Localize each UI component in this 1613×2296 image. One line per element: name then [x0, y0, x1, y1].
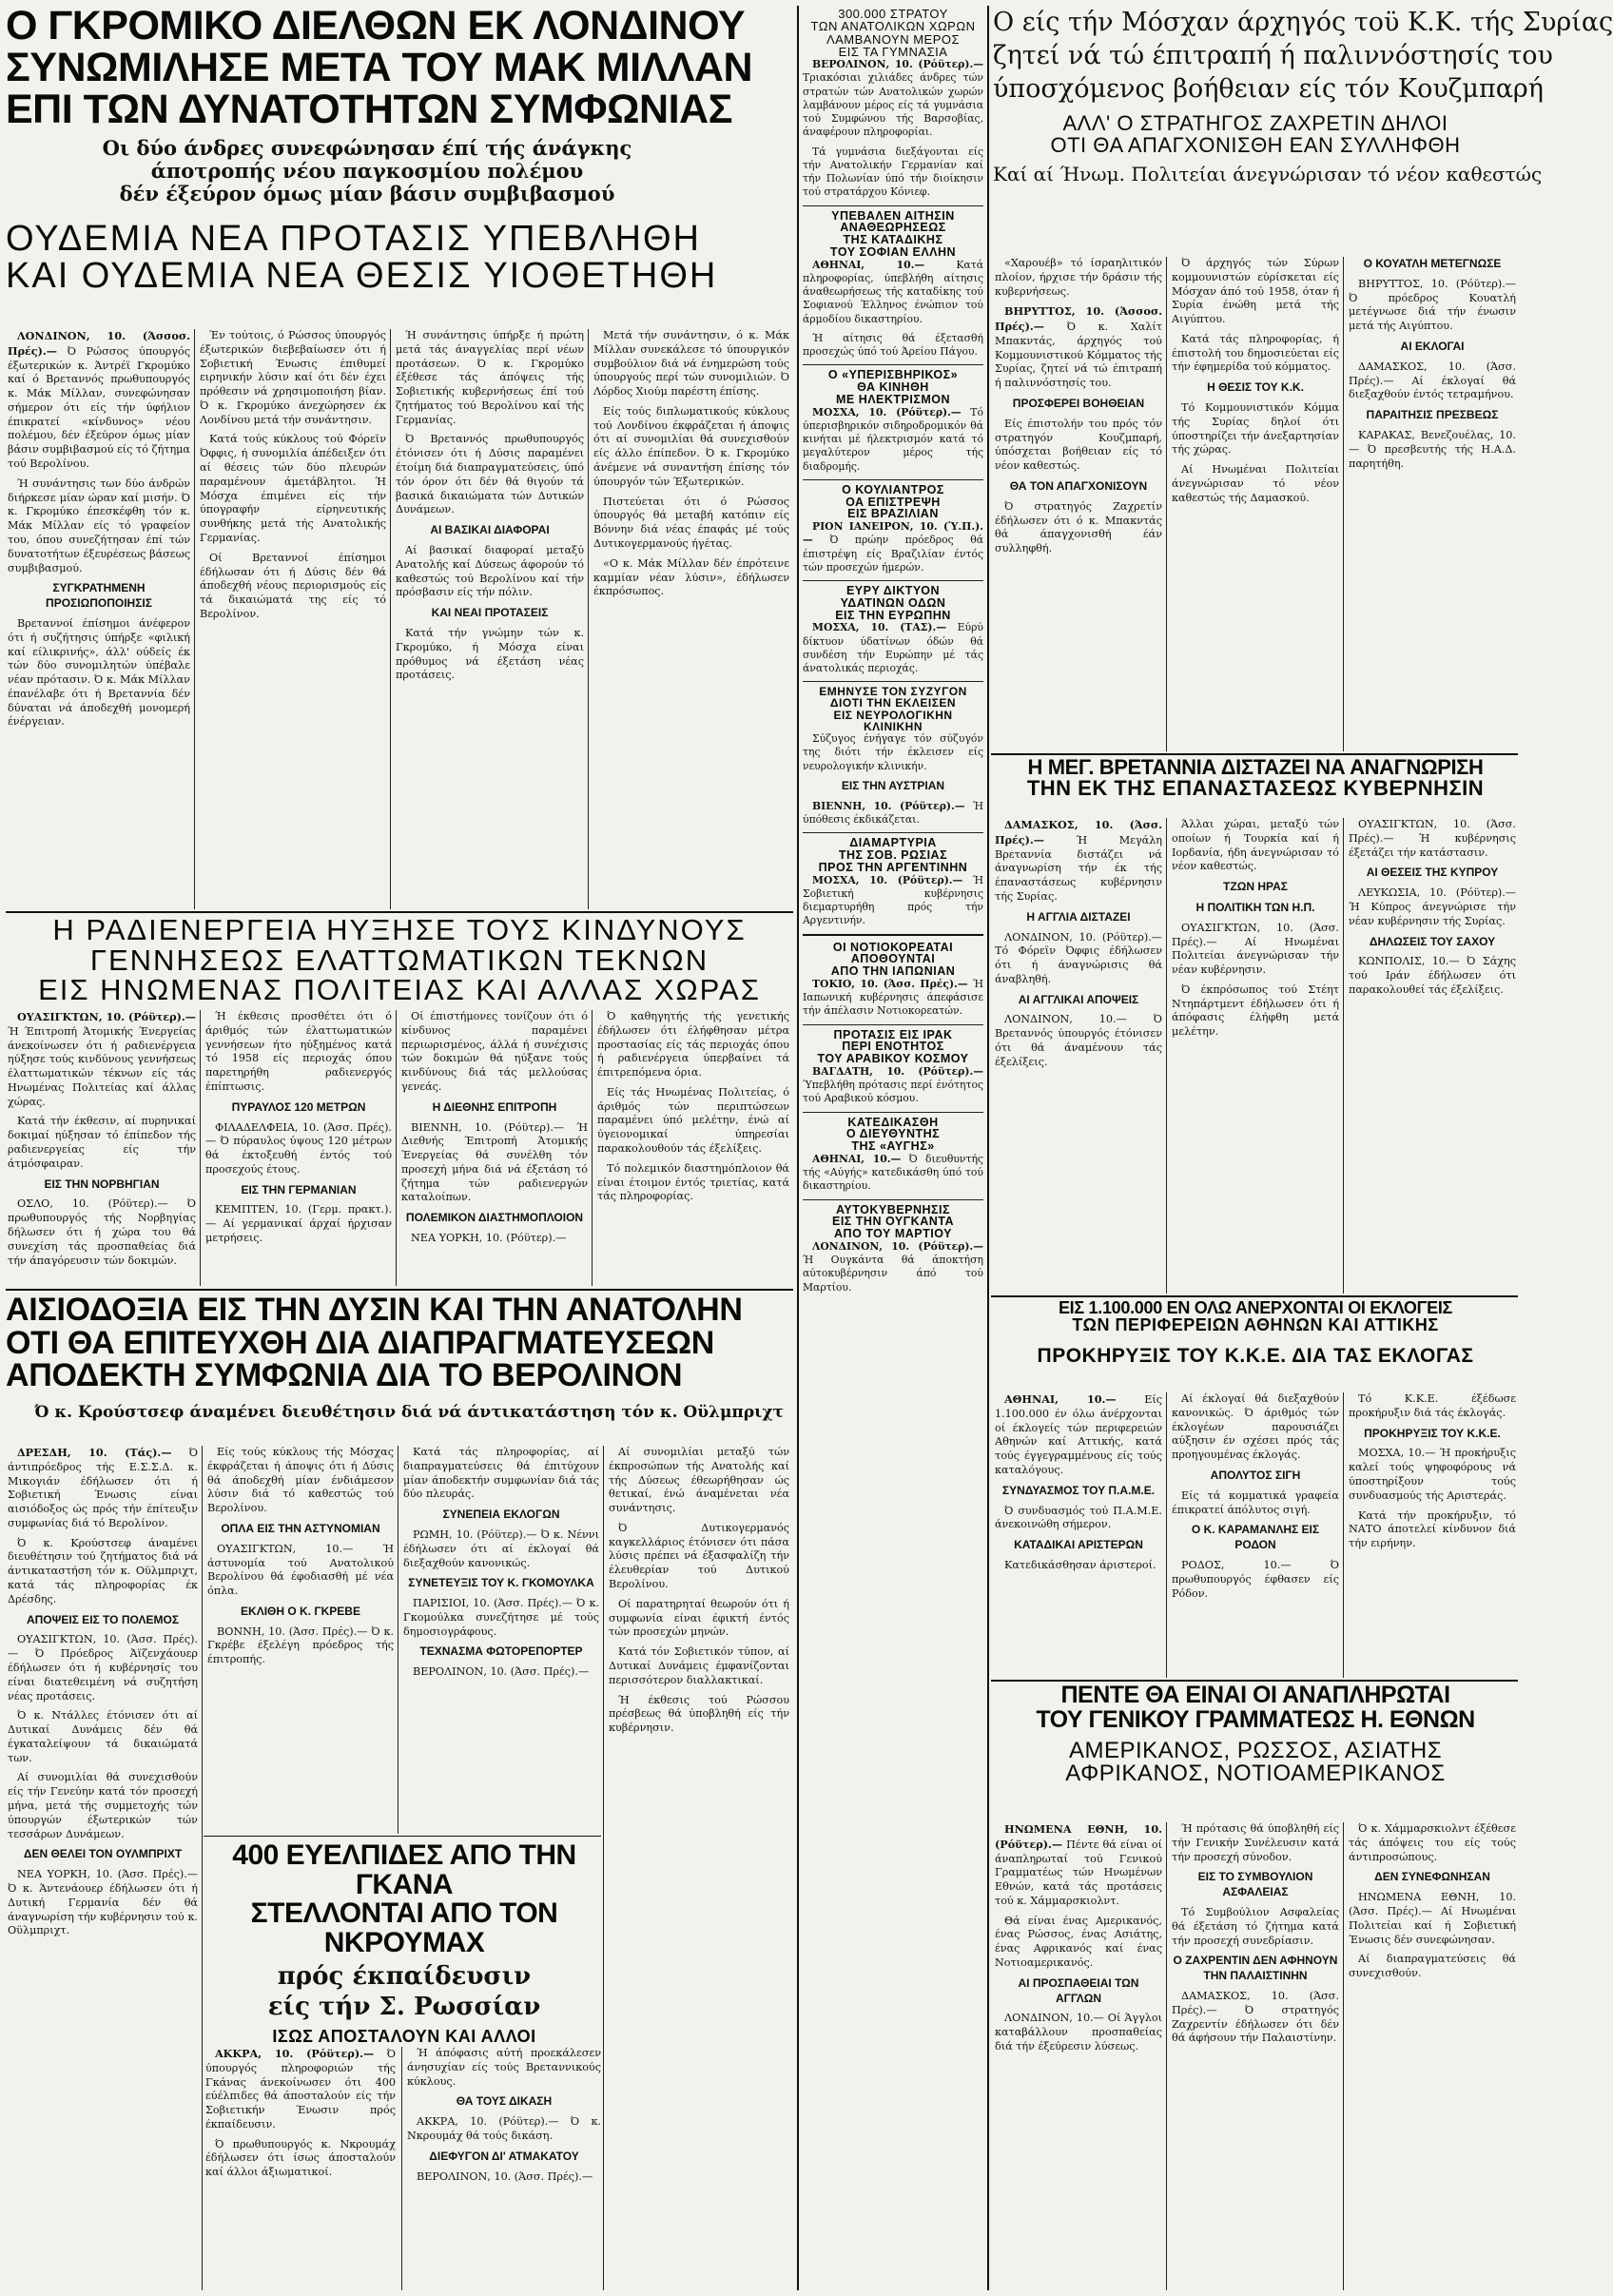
dateline-athens-2: ΑΘΗΝΑΙ, 10.— — [812, 1152, 902, 1165]
section-head: ΑΙ ΠΡΟΣΠΑΘΕΙΑΙ ΤΩΝ ΑΓΓΛΩΝ — [1018, 1975, 1139, 2005]
subhead-un-2: ΑΦΡΙΚΑΝΟΣ, ΝΟΤΙΟΑΜΕΡΙΚΑΝΟΣ — [1065, 1761, 1446, 1787]
syria-col-3: Ο ΚΟΥΑΤΛΗ ΜΕΤΕΓΝΩΣΕ ΒΗΡΥΤΤΟΣ, 10. (Ρόϋτερ).— Ό πρόεδρος Κουατλή μετέγνωσε διά τήν ένωσιν μετά τής Αιγύπτου. ΑΙ ΕΚΛΟΓΑΙ ΔΑΜΑΣΚΟΣ, 10. (Άσσ. Πρές).— Αί έκλογαί θά διεξαχθούν έντός τετραμήνου. ΠΑΡΑΙΤΗΣΙΣ ΠΡΕΣΒΕΩΣ ΚΑΡΑΚΑΣ, Βενεζουέλας, 10.— Ό πρεσβευτής τής Η.Α.Δ. παρητήθη. — [1349, 257, 1516, 470]
radio-col-1: ΟΥΑΣΙΓΚΤΩΝ, 10. (Ρόϋτερ).— Ή Έπιτροπή Άτομικής Ένεργείας άνεκοίνωσεν ότι ή ραδιενέργεια ηύξησε τούς κινδύνους γεννήσεως έλαττωματικών τέκνων είς τάς Ηνωμένας Πολιτείας καί άλλας χώρας. Κατά τήν έκθεσιν, αί πυρηνικαί δοκιμαί ηύξησαν τό έπίπεδον τής ραδιενεργείας είς τήν άτμόσφαιραν. ΕΙΣ ΤΗΝ ΝΟΡΒΗΓΙΑΝ ΟΣΛΟ, 10. (Ρόϋτερ).— Ό πρωθυπουργός τής Νορβηγίας δήλωσεν ότι ή χώρα του θά συνεχίση τάς προσπαθείας διά τήν άπαγόρευσιν τών δοκιμών. — [8, 1010, 196, 1267]
berlin-col-2: Είς τούς κύκλους τής Μόσχας έκφράζεται ή άποψις ότι ή Δύσις θά άποδεχθή μίαν ένδιάμεσον λύσιν διά τό καθεστώς τού Βερολίνου. ΟΠΛΑ ΕΙΣ ΤΗΝ ΑΣΤΥΝΟΜΙΑΝ ΟΥΑΣΙΓΚΤΩΝ, 10.— Ή άστυνομία τού Ανατολικού Βερολίνου θά έφοδιασθή μέ νέα όπλα. ΕΚΛΙΘΗ Ο Κ. ΓΚΡΕΒΕ ΒΟΝΝΗ, 10. (Άσσ. Πρές).— Ό κ. Γκρέβε έξελέγη πρόεδρος τής έπιτροπής. — [207, 1446, 394, 1666]
section-head: ΣΥΝΕΤΕΥΞΙΣ ΤΟΥ Κ. ΓΚΟΜΟΥΛΚΑ — [408, 1576, 594, 1590]
section-head: ΠΑΡΑΙΤΗΣΙΣ ΠΡΕΣΒΕΩΣ — [1366, 408, 1499, 422]
article-berlin — [6, 1294, 793, 1442]
section-head: ΕΙΣ ΤΟ ΣΥΜΒΟΥΛΙΟΝ ΑΣΦΑΛΕΙΑΣ — [1197, 1870, 1313, 1899]
section-head: ΕΙΣ ΤΗΝ ΓΕΡΜΑΝΙΑΝ — [241, 1182, 357, 1197]
headline-sofianos-2: ΑΝΑΘΕΩΡΗΣΕΩΣ — [840, 221, 946, 235]
uk-col-2: Άλλαι χώραι, μεταξύ τών οποίων ή Τουρκία καί ή Ιορδανία, ήδη άνεγνώρισαν τό νέον καθεστώς. ΤΖΩΝ ΗΡΑΣ Η ΠΟΛΙΤΙΚΗ ΤΩΝ Η.Π. ΟΥΑΣΙΓΚΤΩΝ, 10. (Άσσ. Πρές).— Αί Ηνωμέναι Πολιτείαι άνεγνώρισαν τήν νέαν κυβέρνησιν. Ό έκπρόσωπος τού Στέητ Ντηπάρτμεντ έδήλωσεν ότι ή άπόφασις έλήφθη μετά μελέτην. — [1172, 818, 1339, 1039]
dateline-dresden: ΔΡΕΣΔΗ, 10. (Τάς).— — [17, 1446, 172, 1459]
berlin-col-1: ΔΡΕΣΔΗ, 10. (Τάς).— Ό άντιπρόεδρος τής Ε.Σ.Σ.Δ. κ. Μικογιάν έδήλωσεν ότι ή Σοβιετική Ένωσις είναι αισιόδοξος ώς πρός τήν έπίτευξιν συμφωνίας διά τό Βερολίνον. Ό κ. Κρούστσεφ άναμένει διευθέτησιν τού ζητήματος διά νά άντικαταστήση τόν κ. Οϋλμπριχτ, κατά τάς πληροφορίας έκ Δρέσδης. ΑΠΟΨΕΙΣ ΕΙΣ ΤΟ ΠΟΛΕΜΟΣ ΟΥΑΣΙΓΚΤΩΝ, 10. (Άσσ. Πρές).— Ό Πρόεδρος Άϊζενχάουερ έδήλωσεν ότι ή κυβέρνησίς του είναι διατεθειμένη νά συζητήση νέας προτάσεις. Ό κ. Ντάλλες έτόνισεν ότι αί Δυτικαί Δυνάμεις δέν θά έγκαταλείψουν τά δικαιώματά των. Αί συνομιλίαι θά συνεχισθούν είς τήν Γενεύην κατά τόν προσεχή μήνα, μετά τής συμμετοχής τών ύπουργών έξωτερικών τών τεσσάρων Δυνάμεων. ΔΕΝ ΘΕΛΕΙ ΤΟΝ ΟΥΛΜΠΡΙΧΤ ΝΕΑ ΥΟΡΚΗ, 10. (Άσσ. Πρές).— Ό κ. Άντενάουερ έδήλωσεν ότι ή Δυτική Γερμανία δέν θά άναγνωρίση τήν κυβέρνησιν τού κ. Οϋλμπριχτ. — [8, 1446, 199, 1937]
headline-sofianos-3: ΤΗΣ ΚΑΤΑΔΙΚΗΣ — [843, 233, 943, 246]
subhead-ghana-3: ΙΣΩΣ ΑΠΟΣΤΑΛΟΥΝ ΚΑΙ ΑΛΛΟΙ — [272, 2027, 536, 2047]
berlin-col-3: Κατά τάς πληροφορίας, αί διαπραγματεύσεις θά έπιτύχουν μίαν άποδεκτήν συμφωνίαν διά τάς δύο πλευράς. ΣΥΝΕΠΕΙΑ ΕΚΛΟΓΩΝ ΡΩΜΗ, 10. (Ρόϋτερ).— Ό κ. Νέννι έδήλωσεν ότι αί έκλογαί θά διεξαχθούν κανονικώς. ΣΥΝΕΤΕΥΞΙΣ ΤΟΥ Κ. ΓΚΟΜΟΥΛΚΑ ΠΑΡΙΣΙΟΙ, 10. (Άσσ. Πρές).— Ό κ. Γκομούλκα συνεζήτησε μέ τούς δημοσιογράφους. ΤΕΧΝΑΣΜΑ ΦΩΤΟΡΕΠΟΡΤΕΡ ΒΕΡΟΛΙΝΟΝ, 10. (Άσσ. Πρές).— — [403, 1446, 599, 1679]
gromyko-col-2: Έν τούτοις, ό Ρώσσος ύπουργός έξωτερικών διεβεβαίωσεν ότι ή Σοβιετική Ένωσις έπιθυμεί ειρηνικήν λύσιν καί ότι δέν έχει πρόθεσιν νά χρησιμοποιήση βίαν. Ό κ. Γκρομύκο άνεχώρησεν έκ Λονδίνου μετά τήν συνάντησιν. Κατά τούς κύκλους τού Φόρεϊν Όφφις, ή συνομιλία άπέδειξεν ότι αί θέσεις τών δύο πλευρών παραμένουν άμετάβλητοι. Ή Μόσχα έπιμένει είς τήν ύπογραφήν είρηνευτικής συνθήκης μετά τής Ανατολικής Γερμανίας. Οί Βρεταννοί έπίσημοι έδήλωσαν ότι ή Δύσις δέν θά άποδεχθή νέους περιορισμούς είς τά δικαιώματά της είς τό Βερολίνον. — [200, 329, 386, 620]
dateline-washington: ΟΥΑΣΙΓΚΤΩΝ, 10. (Ρόϋτερ).— — [17, 1010, 196, 1023]
headline-elections-2: ΤΩΝ ΠΕΡΙΦΕΡΕΙΩΝ ΑΘΗΝΩΝ ΚΑΙ ΑΤΤΙΚΗΣ — [1072, 1315, 1439, 1335]
headline-uk-2: ΤΗΝ ΕΚ ΤΗΣ ΕΠΑΝΑΣΤΑΣΕΩΣ ΚΥΒΕΡΝΗΣΙΝ — [1026, 776, 1485, 801]
subhead-gromyko-1: Οι δύο άνδρες συνεφώνησαν έπί τής άνάγκης — [102, 135, 632, 160]
headline-clinic-3: ΕΙΣ ΝΕΥΡΟΛΟΓΙΚΗΝ ΚΛΙΝΙΚΗΝ — [833, 708, 953, 733]
article-ghana — [205, 1841, 603, 2290]
dateline-london: ΛΟΝΔΙΝΟΝ, 10. (Άσσοσ. Πρές).— — [8, 329, 190, 358]
headline-radio-1: Η ΡΑΔΙΕΝΕΡΓΕΙΑ ΗΥΞΗΣΕ ΤΟΥΣ ΚΙΝΔΥΝΟΥΣ — [52, 913, 747, 946]
headline-army-2: ΤΩΝ ΑΝΑΤΟΛΙΚΩΝ ΧΩΡΩΝ — [810, 19, 976, 34]
headline-radio-3: ΕΙΣ ΗΝΩΜΕΝΑΣ ΠΟΛΙΤΕΙΑΣ ΚΑΙ ΑΛΛΑΣ ΧΩΡΑΣ — [38, 973, 761, 1007]
radio-col-2: Ή έκθεσις προσθέτει ότι ό άριθμός τών έλαττωματικών γεννήσεων ήτο ηύξημένος κατά τό 1958 είς περιοχάς όπου παρετηρήθη ραδιενεργός έπίπτωσις. ΠΥΡΑΥΛΟΣ 120 ΜΕΤΡΩΝ ΦΙΛΑΔΕΛΦΕΙΑ, 10. (Άσσ. Πρές).— Ό πύραυλος ύψους 120 μέτρων θά έκτοξευθή έντός τού προσεχούς έτους. ΕΙΣ ΤΗΝ ΓΕΡΜΑΝΙΑΝ ΚΕΜΠΤΕΝ, 10. (Γερμ. πρακτ.).— Αί γερμανικαί άρχαί ήρχισαν μετρήσεις. — [205, 1010, 392, 1245]
section-head: ΚΑΙ ΝΕΑΙ ΠΡΟΤΑΣΕΙΣ — [431, 606, 549, 620]
section-head: ΠΟΛΕΜΙΚΟΝ ΔΙΑΣΤΗΜΟΠΛΟΙΟΝ — [405, 1211, 584, 1225]
section-head: Η ΠΟΛΙΤΙΚΗ ΤΩΝ Η.Π. — [1195, 900, 1315, 914]
headline-iraq-3: ΤΟΥ ΑΡΑΒΙΚΟΥ ΚΟΣΜΟΥ — [817, 1052, 969, 1066]
dateline-accra: ΑΚΚΡΑ, 10. (Ρόϋτερ).— — [215, 2047, 375, 2060]
syria-col-2: Ό άρχηγός τών Σύρων κομμουνιστών εύρίσκεται είς Μόσχαν άπό τού 1958, όταν ή Συρία ένώθη μετά τής Αιγύπτου. Κατά τάς πληροφορίας, ή έπιστολή του δημοσιεύεται είς τήν έφημερίδα τού κόμματος. Η ΘΕΣΙΣ ΤΟΥ Κ.Κ. Τό Κομμουνιστικόν Κόμμα τής Συρίας δηλοί ότι ύποστηρίζει τήν άνεξαρτησίαν τής χώρας. Αί Ηνωμέναι Πολιτείαι άνεγνώρισαν τό νέον καθεστώς τής Δαμασκού. — [1172, 257, 1339, 504]
headline-ghana-2: ΣΤΕΛΛΟΝΤΑΙ ΑΠΟ ΤΟΝ ΝΚΡΟΥΜΑΧ — [250, 1897, 558, 1958]
subhead-gromyko-3: δέν έξεύρον όμως μίαν βάσιν συμβιβασμού — [119, 181, 615, 205]
section-head: ΘΑ ΤΟΥΣ ΔΙΚΑΣΗ — [456, 2094, 553, 2109]
section-head: ΑΙ ΘΕΣΕΙΣ ΤΗΣ ΚΥΠΡΟΥ — [1366, 866, 1499, 880]
gromyko-col-4: Μετά τήν συνάντησιν, ό κ. Μάκ Μίλλαν συνεκάλεσε τό ύπουργικόν συμβούλιον διά νά ένημερώση τούς ύπουργούς περί τών συνομιλιών. Ό Λόρδος Χιούμ παρέστη έπίσης. Είς τούς διπλωματικούς κύκλους τού Λονδίνου έκφράζεται ή άποψις ότι αί συνομιλίαι θά συνεχισθούν είς άλλο έπίπεδον. Ό κ. Γκρομύκο άνέμενε νά συναντήση έπίσης τόν ύπουργόν τών Έξωτερικών. Πιστεύεται ότι ό Ρώσσος ύπουργός θά μεταβή κατόπιν είς Βόννην διά νέας έπαφάς μέ τούς Δυτικογερμανούς ήγέτας. «Ο κ. Μάκ Μίλλαν δέν έπρότεινε καμμίαν νέαν λύσιν», έδήλωσεν έκπρόσωπος. — [593, 329, 789, 598]
dateline-moscow-1: ΜΟΣΧΑ, 10. (Ρόϋτερ).— — [812, 405, 962, 418]
un-col-2: Ή πρότασις θά ύποβληθή είς τήν Γενικήν Συνέλευσιν κατά τήν προσεχή σύνοδον. ΕΙΣ ΤΟ ΣΥΜΒΟΥΛΙΟΝ ΑΣΦΑΛΕΙΑΣ Τό Συμβούλιον Ασφαλείας θά έξετάση τό ζήτημα κατά τήν προσεχή συνεδρίασιν. Ο ΖΑΧΡΕΝΤΙΝ ΔΕΝ ΑΦΗΝΟΥΝ ΤΗΝ ΠΑΛΑΙΣΤΙΝΗΝ ΔΑΜΑΣΚΟΣ, 10. (Άσσ. Πρές).— Ό στρατηγός Ζαχρεντίν έδήλωσεν ότι δέν θά άφήσουν τήν Παλαιστίνην. — [1172, 1822, 1339, 2045]
subhead-ghana-1: πρός έκπαίδευσιν — [277, 1962, 532, 1992]
subhead-berlin: Ό κ. Κρούστσεφ άναμένει διευθέτησιν διά νά άντικατάστηση τόν κ. Οϋλμπριχτ — [34, 1403, 784, 1423]
headline-waterways-1: ΕΥΡΥ ΔΙΚΤΥΟΝ — [845, 584, 941, 597]
headline-waterways-3: ΕΙΣ ΤΗΝ ΕΥΡΩΠΗΝ — [835, 608, 951, 622]
headline-uk-1: Η ΜΕΓ. ΒΡΕΤΑΝΝΙΑ ΔΙΣΤΑΖΕΙ ΝΑ ΑΝΑΓΝΩΡΙΣΗ — [1027, 755, 1484, 779]
article-syria — [993, 8, 1613, 253]
section-head: ΑΙ ΒΑΣΙΚΑΙ ΔΙΑΦΟΡΑΙ — [430, 523, 550, 537]
gromyko-col-1: ΛΟΝΔΙΝΟΝ, 10. (Άσσοσ. Πρές).— Ό Ρώσσος ύπουργός έξωτερικών κ. Άντρέϊ Γκρομύκο καί ό Βρεταννός πρωθυπουργός κ. Μάκ Μίλλαν, συνεφώνησαν σήμερον ότι είς τήν ύφήλιον έπικρατεί «κίνδυνος» νέου πολέμου, δέν έξεύρον όμως μίαν βάσιν συμβιβασμού είς τό ζήτημα τού Βερολίνου. Ή συνάντησις των δύο άνδρών διήρκεσε μίαν ώραν καί μισήν. Ό κ. Γκρομύκο έπεσκέφθη τόν κ. Μάκ Μίλλαν είς τό γραφείον του, όπου συνεζήτησαν έπί τών δυνατοτήτων έξευρέσεως βάσεως συμβιβασμού. ΣΥΓΚΡΑΤΗΜΕΝΗ ΠΡΟΣΙΩΠΟΠΟΙΗΣΙΣ Βρεταννοί έπίσημοι άνέφερον ότι ή συζήτησις ύπήρξε «φιλική καί είλικρινής», άλλ' ούδείς έκ τών δύο συνομιλητών ύπέβαλε νέαν πρότασιν. Ό κ. Μάκ Μίλλαν έπανέλαβε ότι ή Βρεταννία δέν δύναται νά άποδεχθή μονομερή ένέργειαν. — [8, 329, 190, 729]
dateline-un: ΗΝΩΜΕΝΑ ΕΘΝΗ, 10. (Ρόϋτερ).— — [995, 1822, 1162, 1851]
dateline-london-2: ΛΟΝΔΙΝΟΝ, 10. (Ρόϋτερ).— — [812, 1239, 983, 1253]
center-column: 300.000 ΣΤΡΑΤΟΥ ΤΩΝ ΑΝΑΤΟΛΙΚΩΝ ΧΩΡΩΝ ΛΑΜΒΑΝΟΥΝ ΜΕΡΟΣ ΕΙΣ ΤΑ ΓΥΜΝΑΣΙΑ ΒΕΡΟΛΙΝΟΝ, 10. (Ρόϋτερ).— Τριακόσιαι χιλιάδες άνδρες τών στρατών τών Ανατολικών χωρών λαμβάνουν μέρος είς τά γυμνάσια τού Συμφώνου τής Βαρσοβίας, άναφέρουν πληροφορίαι. Τά γυμνάσια διεξάγονται είς τήν Ανατολικήν Γερμανίαν καί τήν Πολωνίαν ύπό τήν διοίκησιν τού στρατάρχου Κόνιεφ. ΥΠΕΒΑΛΕΝ ΑΙΤΗΣΙΝ ΑΝΑΘΕΩΡΗΣΕΩΣ ΤΗΣ ΚΑΤΑΔΙΚΗΣ ΤΟΥ ΣΟΦΙΑΝ ΕΛΛΗΝ ΑΘΗΝΑΙ, 10.— Κατά πληροφορίας, ύπεβλήθη αίτησις άναθεωρήσεως τής καταδίκης τού Σοφιανού Έλληνος ένώπιον τού άρμοδίου δικαστηρίου. Ή αίτησις θά έξετασθή προσεχώς ύπό τού Άρείου Πάγου. Ο «ΥΠΕΡΙΣΒΗΡΙΚΟΣ» ΘΑ ΚΙΝΗΘΗ ΜΕ ΗΛΕΚΤΡΙΣΜΟΝ ΜΟΣΧΑ, 10. (Ρόϋτερ).— Τό ύπερισβηρικόν σιδηροδρομικόν θά κινήται μέ ήλεκτρισμόν κατά τό μεγαλύτερον μέρος τής διαδρομής. Ο ΚΟΥΛΙΑΝΤΡΟΣ ΟΑ ΕΠΙΣΤΡΕΨΗ ΕΙΣ ΒΡΑΖΙΛΙΑΝ ΡΙΟΝ ΙΑΝΕΙΡΟΝ, 10. (Ύ.Π.).— Ό πρώην πρόεδρος θά έπιστρέψη είς Βραζιλίαν έντός τών προσεχών ήμερών. ΕΥΡΥ ΔΙΚΤΥΟΝ ΥΔΑΤΙΝΩΝ ΟΔΩΝ ΕΙΣ ΤΗΝ ΕΥΡΩΠΗΝ ΜΟΣΧΑ, 10. (ΤΑΣ).— Εύρύ δίκτυον ύδατίνων όδών θά συνδέση τήν Ευρώπην μέ τάς άνατολικάς περιοχάς. ΕΜΗΝΥΣΕ ΤΟΝ ΣΥΖΥΓΟΝ ΔΙΟΤΙ ΤΗΝ ΕΚΛΕΙΣΕΝ ΕΙΣ ΝΕΥΡΟΛΟΓΙΚΗΝ ΚΛΙΝΙΚΗΝ Σύζυγος ένήγαγε τόν σύζυγόν της διότι τήν έκλεισεν είς νευρολογικήν κλινικήν. ΕΙΣ ΤΗΝ ΑΥΣΤΡΙΑΝ ΒΙΕΝΝΗ, 10. (Ρόϋτερ).— Ή ύπόθεσις έκδικάζεται. ΔΙΑΜΑΡΤΥΡΙΑ ΤΗΣ ΣΟΒ. ΡΩΣΙΑΣ ΠΡΟΣ ΤΗΝ ΑΡΓΕΝΤΙΝΗΝ ΜΟΣΧΑ, 10. (Ρόϋτερ).— Ή Σοβιετική κυβέρνησις διεμαρτυρήθη πρός τήν Αργεντινήν. ΟΙ ΝΟΤΙΟΚΟΡΕΑΤΑΙ ΑΠΟΘΟΥΝΤΑΙ ΑΠΟ ΤΗΝ ΙΑΠΩΝΙΑΝ ΤΟΚΙΟ, 10. (Άσσ. Πρές).— Ή Ιαπωνική κυβέρνησις άπεφάσισε τήν άπέλασιν Νοτιοκορεατών. ΠΡΟΤΑΣΙΣ ΕΙΣ ΙΡΑΚ ΠΕΡΙ ΕΝΟΤΗΤΟΣ ΤΟΥ ΑΡΑΒΙΚΟΥ ΚΟΣΜΟΥ ΒΑΓΔΑΤΗ, 10. (Ρόϋτερ).— Ύπεβλήθη πρότασις περί ένότητος τού Αραβικού κόσμου. ΚΑΤΕΔΙΚΑΣΘΗ Ο ΔΙΕΥΘΥΝΤΗΣ ΤΗΣ «ΑΥΓΗΣ» ΑΘΗΝΑΙ, 10.— Ό διευθυντής τής «Αύγής» κατεδικάσθη ύπό τού δικαστηρίου. ΑΥΤΟΚΥΒΕΡΝΗΣΙΣ ΕΙΣ ΤΗΝ ΟΥΓΚΑΝΤΑ ΑΠΟ ΤΟΥ ΜΑΡΤΙΟΥ ΛΟΝΔΙΝΟΝ, 10. (Ρόϋτερ).— Ή Ουγκάντα θά άποκτήση αύτοκυβέρνησιν άπό τού Μαρτίου. — [803, 7, 983, 1294]
headline-gromyko-1: Ο ΓΚΡΟΜΙΚΟ ΔΙΕΛΘΩΝ ΕΚ ΛΟΝΔΙΝΟΥ — [6, 3, 745, 49]
subhead-syria-2: ΟΤΙ ΘΑ ΑΠΑΓΧΟΝΙΣΘΗ ΕΑΝ ΣΥΛΛΗΦΘΗ — [1050, 132, 1461, 157]
headline-no-proposal-2: ΚΑΙ ΟΥΔΕΜΙΑ ΝΕΑ ΘΕΣΙΣ ΥΙΟΘΕΤΗΘΗ — [6, 255, 718, 296]
subhead-syria-1: ΑΛΛ' Ο ΣΤΡΑΤΗΓΟΣ ΖΑΧΡΕΤΙΝ ΔΗΛΟΙ — [1062, 111, 1448, 136]
elections-col-3: Τό Κ.Κ.Ε. έξέδωσε προκήρυξιν διά τάς έκλογάς. ΠΡΟΚΗΡΥΞΙΣ ΤΟΥ Κ.Κ.Ε. ΜΟΣΧΑ, 10.— Ή προκήρυξις καλεί τούς ψηφοφόρους νά ύποστηρίξουν τούς συνδυασμούς τής Αριστεράς. Κατά τήν προκήρυξιν, τό ΝΑΤΟ άποτελεί κίνδυνον διά τήν ειρήνην. — [1349, 1392, 1516, 1550]
section-head: ΑΠΟΛΥΤΟΣ ΣΙΓΗ — [1210, 1468, 1301, 1482]
section-head: ΣΥΝΔΥΑΣΜΟΣ ΤΟΥ Π.Α.Μ.Ε. — [1001, 1483, 1156, 1497]
dateline-athens-1: ΑΘΗΝΑΙ, 10.— — [812, 258, 925, 271]
section-head: ΔΕΝ ΣΥΝΕΦΩΝΗΣΑΝ — [1374, 1870, 1490, 1884]
syria-col-1: «Χαρουέβ» τό ίσραηλιτικόν πλοίον, ήρχισε τήν δράσιν τής κυβερνήσεως. ΒΗΡΥΤΤΟΣ, 10. (Άσσοσ. Πρές).— Ό κ. Χαλίτ Μπακντάς, άρχηγός τού Κομμουνιστικού Κόμματος τής Συρίας, ζητεί νά τώ έπιτραπή ή παλιννόστησίς του. ΠΡΟΣΦΕΡΕΙ ΒΟΗΘΕΙΑΝ Είς έπιστολήν του πρός τόν στρατηγόν Κουζμπαρή, ύπόσχεται βοήθειαν είς τό νέον καθεστώς. ΘΑ ΤΟΝ ΑΠΑΓΧΟΝΙΣΟΥΝ Ό στρατηγός Ζαχρετίν έδήλωσεν ότι ό κ. Μπακντάς θά άπαγχονισθή έάν συλληφθή. — [995, 257, 1162, 555]
headline-brazil-3: ΕΙΣ ΒΡΑΖΙΛΙΑΝ — [847, 507, 939, 521]
headline-waterways-2: ΥΔΑΤΙΝΩΝ ΟΔΩΝ — [840, 595, 946, 610]
headline-syria-2: ζητεί νά τώ έπιτραπή ή παλιννόστησίς του — [993, 41, 1553, 71]
headline-berlin-3: ΑΠΟΔΕΚΤΗ ΣΥΜΦΩΝΙΑ ΔΙΑ ΤΟ ΒΕΡΟΛΙΝΟΝ — [6, 1357, 683, 1394]
un-col-3: Ό κ. Χάμμαρσκιολντ έξέθεσε τάς άπόψεις του είς τούς άντιπροσώπους. ΔΕΝ ΣΥΝΕΦΩΝΗΣΑΝ ΗΝΩΜΕΝΑ ΕΘΝΗ, 10. (Άσσ. Πρές).— Αί Ηνωμέναι Πολιτείαι καί ή Σοβιετική Ένωσις δέν συνεφώνησαν. Αί διαπραγματεύσεις θά συνεχισθούν. — [1349, 1822, 1516, 1980]
section-head: ΣΥΓΚΡΑΤΗΜΕΝΗ ΠΡΟΣΙΩΠΟΠΟΙΗΣΙΣ — [46, 581, 152, 611]
headline-avgi-2: Ο ΔΙΕΥΘΥΝΤΗΣ — [845, 1127, 941, 1141]
subhead-ghana-2: είς τήν Σ. Ρωσσίαν — [267, 1993, 541, 2022]
headline-uganda-3: ΑΠΟ ΤΟΥ ΜΑΡΤΙΟΥ — [834, 1227, 952, 1241]
un-col-1: ΗΝΩΜΕΝΑ ΕΘΝΗ, 10. (Ρόϋτερ).— Πέντε θά είναι οί άναπληρωταί τού Γενικού Γραμματέως τών Ηνωμένων Εθνών, κατά τάς προτάσεις τού κ. Χάμμαρσκιολντ. Θά είναι ένας Αμερικανός, ένας Ρώσσος, ένας Ασιάτης, ένας Αφρικανός καί ένας Νοτιοαμερικανός. ΑΙ ΠΡΟΣΠΑΘΕΙΑΙ ΤΩΝ ΑΓΓΛΩΝ ΛΟΝΔΙΝΟΝ, 10.— Οί Άγγλοι καταβάλλουν προσπαθείας διά τήν έξεύρεσιν λύσεως. — [995, 1822, 1162, 2053]
headline-no-proposal-1: ΟΥΔΕΜΙΑ ΝΕΑ ΠΡΟΤΑΣΙΣ ΥΠΕΒΛΗΘΗ — [6, 219, 701, 259]
section-head: ΔΕΝ ΘΕΛΕΙ ΤΟΝ ΟΥΛΜΠΡΙΧΤ — [23, 1847, 183, 1861]
headline-korea-2: ΑΠΟΘΟΥΝΤΑΙ — [850, 952, 936, 966]
headline-berlin-2: ΟΤΙ ΘΑ ΕΠΙΤΕΥΧΘΗ ΔΙΑ ΔΙΑΠΡΑΓΜΑΤΕΥΣΕΩΝ — [6, 1324, 715, 1361]
article-uk-recognition — [993, 757, 1518, 814]
section-head: ΤΕΧΝΑΣΜΑ ΦΩΤΟΡΕΠΟΡΤΕΡ — [419, 1644, 583, 1659]
radio-col-4: Ό καθηγητής τής γενετικής έδήλωσεν ότι έλήφθησαν μέτρα προστασίας είς τάς περιοχάς όπου ή ραδιενέργεια ύπερβαίνει τά έπιτρεπόμενα όρια. Είς τάς Ηνωμένας Πολιτείας, ό άριθμός τών περιπτώσεων παραμένει ύπό μελέτην, ένώ αί ύγειονομικαί ύπηρεσίαι παρακολουθούν τάς έξελίξεις. Τό πολεμικόν διαστημόπλοιον θά είναι έτοιμον έντός τριετίας, κατά τάς πληροφορίας. — [597, 1010, 789, 1203]
dateline-damascus: ΔΑΜΑΣΚΟΣ, 10. (Άσσ. Πρές).— — [995, 818, 1162, 846]
dateline-moscow-2: ΜΟΣΧΑ, 10. (ΤΑΣ).— — [812, 621, 947, 634]
subhead-gromyko-2: άποτροπής νέου παγκοσμίου πολέμου — [150, 158, 584, 183]
headline-gromyko-3: ΕΠΙ ΤΩΝ ΔΥΝΑΤΟΤΗΤΩΝ ΣΥΜΦΩΝΙΑΣ — [6, 86, 732, 132]
headline-argentina-1: ΔΙΑΜΑΡΤΥΡΙΑ — [849, 836, 937, 850]
headline-radio-2: ΓΕΝΝΗΣΕΩΣ ΕΛΑΤΤΩΜΑΤΙΚΩΝ ΤΕΚΝΩΝ — [89, 943, 709, 977]
headline-express-3: ΜΕ ΗΛΕΚΤΡΙΣΜΟΝ — [835, 392, 951, 406]
headline-iraq-2: ΠΕΡΙ ΕΝΟΤΗΤΟΣ — [842, 1040, 944, 1054]
headline-ghana-1: 400 ΕΥΕΛΠΙΔΕΣ ΑΠΟ ΤΗΝ ΓΚΑΝΑ — [232, 1839, 576, 1900]
dateline-vienna: ΒΙΕΝΝΗ, 10. (Ρόϋτερ).— — [812, 799, 965, 812]
ghana-col-1: ΑΚΚΡΑ, 10. (Ρόϋτερ).— Ό ύπουργός πληροφοριών τής Γκάνας άνεκοίνωσεν ότι 400 εύέλπιδες θά άποσταλούν είς τήν Σοβιετικήν Ένωσιν πρός έκπαίδευσιν. Ό πρωθυπουργός κ. Νκρουμάχ έδήλωσεν ότι ίσως άποσταλούν καί άλλοι άξιωματικοί. — [205, 2047, 396, 2179]
section-head: ΠΡΟΚΗΡΥΞΙΣ ΤΟΥ Κ.Κ.Ε. — [1364, 1426, 1501, 1440]
headline-army-1: 300.000 ΣΤΡΑΤΟΥ — [838, 7, 948, 21]
headline-sofianos-1: ΥΠΕΒΑΛΕΝ ΑΙΤΗΣΙΝ — [831, 208, 955, 223]
headline-clinic-2: ΔΙΟΤΙ ΤΗΝ ΕΚΛΕΙΣΕΝ — [829, 696, 957, 710]
section-head: ΔΗΛΩΣΕΙΣ ΤΟΥ ΣΑΧΟΥ — [1369, 934, 1496, 948]
section-head: ΟΠΛΑ ΕΙΣ ΤΗΝ ΑΣΤΥΝΟΜΙΑΝ — [221, 1521, 380, 1535]
section-head: Ο ΖΑΧΡΕΝΤΙΝ ΔΕΝ ΑΦΗΝΟΥΝ ΤΗΝ ΠΑΛΑΙΣΤΙΝΗΝ — [1173, 1954, 1338, 1983]
dateline-baghdad: ΒΑΓΔΑΤΗ, 10. (Ρόϋτερ).— — [812, 1064, 983, 1078]
headline-army-3: ΛΑΜΒΑΝΟΥΝ ΜΕΡΟΣ — [826, 31, 961, 47]
dateline-moscow-3: ΜΟΣΧΑ, 10. (Ρόϋτερ).— — [812, 873, 963, 886]
dateline-athens-3: ΑΘΗΝΑΙ, 10.— — [1004, 1392, 1117, 1406]
headline-express-2: ΘΑ ΚΙΝΗΘΗ — [857, 380, 929, 394]
elections-col-1: ΑΘΗΝΑΙ, 10.— Είς 1.100.000 έν όλω άνέρχονται οί έκλογείς τών περιφερειών Αθηνών καί Αττικής, κατά τούς έγγεγραμμένους είς τούς καταλόγους. ΣΥΝΔΥΑΣΜΟΣ ΤΟΥ Π.Α.Μ.Ε. Ό συνδυασμός τού Π.Α.Μ.Ε. άνεκοινώθη σήμερον. ΚΑΤΑΔΙΚΑΙ ΑΡΙΣΤΕΡΩΝ Κατεδικάσθησαν άριστεροί. — [995, 1392, 1163, 1571]
article-elections — [993, 1299, 1518, 1389]
headline-clinic-1: ΕΜΗΝΥΣΕ ΤΟΝ ΣΥΖΥΓΟΝ — [819, 685, 967, 699]
headline-elections-3: ΠΡΟΚΗΡΥΞΙΣ ΤΟΥ Κ.Κ.Ε. ΔΙΑ ΤΑΣ ΕΚΛΟΓΑΣ — [1037, 1344, 1474, 1367]
section-head: Ο ΚΟΥΑΤΛΗ ΜΕΤΕΓΝΩΣΕ — [1363, 257, 1502, 270]
dateline-berlin: ΒΕΡΟΛΙΝΟΝ, 10. (Ρόϋτερ).— — [812, 58, 983, 70]
section-head: ΘΑ ΤΟΝ ΑΠΑΓΧΟΝΙΣΟΥΝ — [1009, 478, 1148, 493]
article-radioactivity — [6, 915, 793, 1006]
radio-col-3: Οί έπιστήμονες τονίζουν ότι ό κίνδυνος παραμένει περιωρισμένος, άλλά ή συνέχισις τών δοκιμών θά ηύξανε τούς κινδύνους διά τάς μελλούσας γενεάς. Η ΔΙΕΘΝΗΣ ΕΠΙΤΡΟΠΗ ΒΙΕΝΝΗ, 10. (Ρόϋτερ).— Ή Διεθνής Έπιτροπή Άτομικής Ένεργείας θά συνέλθη τόν προσεχή μήνα διά νά έξετάση τό ζήτημα τών ραδιενεργών καταλοίπων. ΠΟΛΕΜΙΚΟΝ ΔΙΑΣΤΗΜΟΠΛΟΙΟΝ ΝΕΑ ΥΟΡΚΗ, 10. (Ρόϋτερ).— — [401, 1010, 588, 1245]
dateline-beirut: ΒΗΡΥΤΤΟΣ, 10. (Άσσοσ. Πρές).— — [995, 304, 1162, 334]
section-head: ΑΙ ΑΓΓΛΙΚΑΙ ΑΠΟΨΕΙΣ — [1018, 992, 1139, 1006]
dateline-rio: ΡΙΟΝ ΙΑΝΕΙΡΟΝ, 10. (Ύ.Π.).— — [803, 520, 983, 547]
section-head: Η ΘΕΣΙΣ ΤΟΥ Κ.Κ. — [1207, 380, 1304, 395]
headline-elections-1: ΕΙΣ 1.100.000 ΕΝ ΟΛΩ ΑΝΕΡΧΟΝΤΑΙ ΟΙ ΕΚΛΟΓΕΙΣ — [1058, 1298, 1453, 1317]
section-head: ΕΚΛΙΘΗ Ο Κ. ΓΚΡΕΒΕ — [241, 1604, 360, 1618]
section-head: Η ΔΙΕΘΝΗΣ ΕΠΙΤΡΟΠΗ — [432, 1099, 557, 1114]
subhead-syria-3: Καί αί Ήνωμ. Πολιτείαι άνεγνώρισαν τό νέον καθεστώς — [993, 163, 1543, 186]
headline-avgi-3: ΤΗΣ «ΑΥΓΗΣ» — [851, 1139, 935, 1154]
dateline-tokyo: ΤΟΚΙΟ, 10. (Άσσ. Πρές).— — [812, 977, 968, 990]
section-head: ΤΖΩΝ ΗΡΑΣ — [1223, 880, 1288, 894]
headline-argentina-2: ΤΗΣ ΣΟΒ. ΡΩΣΙΑΣ — [838, 848, 948, 863]
section-head: ΠΥΡΑΥΛΟΣ 120 ΜΕΤΡΩΝ — [231, 1099, 366, 1114]
headline-un-1: ΠΕΝΤΕ ΘΑ ΕΙΝΑΙ ΟΙ ΑΝΑΠΛΗΡΩΤΑΙ — [1060, 1682, 1450, 1708]
headline-korea-3: ΑΠΟ ΤΗΝ ΙΑΠΩΝΙΑΝ — [830, 964, 956, 979]
section-head: ΕΙΣ ΤΗΝ ΝΟΡΒΗΓΙΑΝ — [44, 1177, 160, 1191]
headline-syria-1: Ο είς τήν Μόσχαν άρχηγός τοϋ Κ.Κ. τής Συρίας — [993, 8, 1613, 37]
headline-iraq-1: ΠΡΟΤΑΣΙΣ ΕΙΣ ΙΡΑΚ — [833, 1027, 953, 1041]
headline-syria-3: ύποσχόμενος βοήθειαν είς τόν Κουζμπαρή — [993, 74, 1544, 105]
headline-brazil-2: ΟΑ ΕΠΙΣΤΡΕΨΗ — [845, 495, 941, 509]
section-head: Η ΑΓΓΛΙΑ ΔΙΣΤΑΖΕΙ — [1026, 909, 1131, 924]
section-head: Ο Κ. ΚΑΡΑΜΑΝΛΗΣ ΕΙΣ ΡΟΔΟΝ — [1191, 1523, 1320, 1552]
article-un — [993, 1683, 1518, 1817]
gromyko-col-3: Ή συνάντησις ύπήρξε ή πρώτη μετά τάς άναγγελίας περί νέων προτάσεων. Ό κ. Γκρομύκο έξέθεσε τάς άπόψεις τής Σοβιετικής κυβερνήσεως έπί τού ζητήματος τού Βερολίνου καί τής Γερμανίας. Ό Βρεταννός πρωθυπουργός έτόνισεν ότι ή Δύσις παραμένει έτοίμη διά διαπραγματεύσεις, ύπό τόν όρον ότι δέν θά θιγούν τά βασικά δικαιώματα τών Δυτικών Δυνάμεων. ΑΙ ΒΑΣΙΚΑΙ ΔΙΑΦΟΡΑΙ Αί βασικαί διαφοραί μεταξύ Ανατολής καί Δύσεως άφορούν τό καθεστώς τού Βερολίνου καί τήν πρόσβασιν είς τήν πόλιν. ΚΑΙ ΝΕΑΙ ΠΡΟΤΑΣΕΙΣ Κατά τήν γνώμην τών κ. Γκρομύκο, ή Μόσχα είναι πρόθυμος νά έξετάση νέας προτάσεις. — [396, 329, 584, 682]
uk-col-3: ΟΥΑΣΙΓΚΤΩΝ, 10. (Άσσ. Πρές).— Ή κυβέρνησις έξετάζει τήν κατάστασιν. ΑΙ ΘΕΣΕΙΣ ΤΗΣ ΚΥΠΡΟΥ ΛΕΥΚΩΣΙΑ, 10. (Ρόϋτερ).— Ή Κύπρος άνεγνώρισε τήν νέαν κυβέρνησιν τής Συρίας. ΔΗΛΩΣΕΙΣ ΤΟΥ ΣΑΧΟΥ ΚΩΝΠΟΛΙΣ, 10.— Ό Σάχης τού Ιράν έδήλωσεν ότι παρακολουθεί τάς έξελίξεις. — [1349, 818, 1516, 996]
headline-korea-1: ΟΙ ΝΟΤΙΟΚΟΡΕΑΤΑΙ — [832, 940, 954, 954]
section-head: ΑΙ ΕΚΛΟΓΑΙ — [1400, 339, 1465, 353]
section-head: ΕΙΣ ΤΗΝ ΑΥΣΤΡΙΑΝ — [841, 778, 945, 792]
headline-berlin-1: ΑΙΣΙΟΔΟΞΙΑ ΕΙΣ ΤΗΝ ΔΥΣΙΝ ΚΑΙ ΤΗΝ ΑΝΑΤΟΛΗΝ — [6, 1292, 743, 1328]
headline-gromyko-2: ΣΥΝΩΜΙΛΗΣΕ ΜΕΤΑ ΤΟΥ ΜΑΚ ΜΙΛΛΑΝ — [6, 44, 752, 90]
ghana-col-2: Ή άπόφασις αύτή προεκάλεσεν άνησυχίαν είς τούς Βρεταννικούς κύκλους. ΘΑ ΤΟΥΣ ΔΙΚΑΣΗ ΑΚΚΡΑ, 10. (Ρόϋτερ).— Ό κ. Νκρουμάχ θά τούς δικάση. ΔΙΕΦΥΓΟΝ ΔΙ' ΑΤΜΑΚΑΤΟΥ ΒΕΡΟΛΙΝΟΝ, 10. (Άσσ. Πρές).— — [407, 2047, 601, 2183]
headline-un-2: ΤΟΥ ΓΕΝΙΚΟΥ ΓΡΑΜΜΑΤΕΩΣ Η. ΕΘΝΩΝ — [1036, 1705, 1475, 1733]
headline-sofianos-4: ΤΟΥ ΣΟΦΙΑΝ ΕΛΛΗΝ — [829, 244, 957, 259]
headline-uganda-1: ΑΥΤΟΚΥΒΕΡΝΗΣΙΣ — [836, 1202, 950, 1216]
section-head: ΚΑΤΑΔΙΚΑΙ ΑΡΙΣΤΕΡΩΝ — [1014, 1538, 1143, 1552]
uk-col-1: ΔΑΜΑΣΚΟΣ, 10. (Άσσ. Πρές).— Ή Μεγάλη Βρεταννία διστάζει νά άναγνωρίση τήν έκ τής έπαναστάσεως κυβέρνησιν τής Συρίας. Η ΑΓΓΛΙΑ ΔΙΣΤΑΖΕΙ ΛΟΝΔΙΝΟΝ, 10. (Ρόϋτερ).— Τό Φόρεϊν Όφφις έδήλωσεν ότι ή άναγνώρισις θά άναβληθή. ΑΙ ΑΓΓΛΙΚΑΙ ΑΠΟΨΕΙΣ ΛΟΝΔΙΝΟΝ, 10.— Ό Βρεταννός ύπουργός έτόνισεν ότι θά άναμένουν τάς έξελίξεις. — [995, 818, 1162, 1068]
headline-express-1: Ο «ΥΠΕΡΙΣΒΗΡΙΚΟΣ» — [827, 368, 959, 382]
section-head: ΑΠΟΨΕΙΣ ΕΙΣ ΤΟ ΠΟΛΕΜΟΣ — [26, 1612, 180, 1626]
section-head: ΠΡΟΣΦΕΡΕΙ ΒΟΗΘΕΙΑΝ — [1012, 397, 1145, 411]
headline-avgi-1: ΚΑΤΕΔΙΚΑΣΘΗ — [847, 1115, 939, 1129]
headline-army-4: ΕΙΣ ΤΑ ΓΥΜΝΑΣΙΑ — [838, 44, 948, 59]
elections-col-2: Αί έκλογαί θά διεξαχθούν κανονικώς. Ό άριθμός τών έκλογέων παρουσιάζει αύξησιν έν σχέσει πρός τάς προηγουμένας έκλογάς. ΑΠΟΛΥΤΟΣ ΣΙΓΗ Είς τά κομματικά γραφεία έπικρατεί άπόλυτος σιγή. Ο Κ. ΚΑΡΑΜΑΝΛΗΣ ΕΙΣ ΡΟΔΟΝ ΡΟΔΟΣ, 10.— Ό πρωθυπουργός έφθασεν είς Ρόδον. — [1172, 1392, 1339, 1600]
section-head: ΔΙΕΦΥΓΟΝ ΔΙ' ΑΤΜΑΚΑΤΟΥ — [429, 2149, 579, 2163]
headline-argentina-3: ΠΡΟΣ ΤΗΝ ΑΡΓΕΝΤΙΝΗΝ — [818, 860, 968, 874]
berlin-col-4: Αί συνομιλίαι μεταξύ τών έκπροσώπων τής Ανατολής καί τής Δύσεως έθεωρήθησαν ώς θετικαί, ένώ άναμένεται νέα συνάντησις. Ό Δυτικογερμανός καγκελλάριος έτόνισεν ότι πάσα λύσις πρέπει νά έξασφαλίζη τήν έλευθερίαν τού Δυτικού Βερολίνου. Οί παρατηρηταί θεωρούν ότι ή συμφωνία είναι έφικτή έντός τών προσεχών μηνών. Κατά τόν Σοβιετικόν τύπον, αί Δυτικαί Δυνάμεις έμφανίζονται περισσότερον διαλλακτικαί. Ή έκθεσις τού Ρώσσου πρέσβεως θά ύποβληθή είς τήν κυβέρνησιν. — [609, 1446, 789, 1735]
section-head: ΣΥΝΕΠΕΙΑ ΕΚΛΟΓΩΝ — [442, 1508, 560, 1522]
headline-brazil-1: Ο ΚΟΥΛΙΑΝΤΡΟΣ — [842, 482, 944, 496]
headline-uganda-2: ΕΙΣ ΤΗΝ ΟΥΓΚΑΝΤΑ — [832, 1215, 954, 1229]
subhead-un-1: ΑΜΕΡΙΚΑΝΟΣ, ΡΩΣΣΟΣ, ΑΣΙΑΤΗΣ — [1068, 1738, 1443, 1763]
